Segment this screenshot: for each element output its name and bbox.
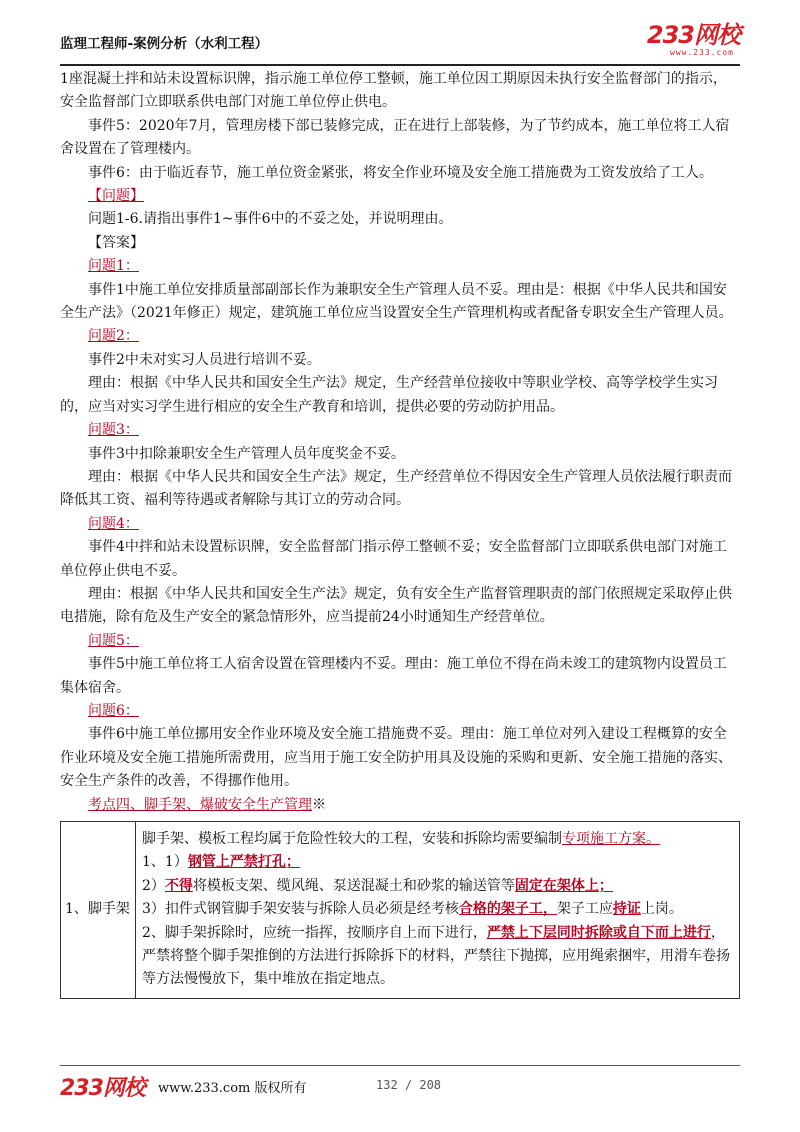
page-footer: [60, 1071, 740, 1101]
section-title: 考点四、脚手架、爆破安全生产管理※: [88, 796, 326, 813]
section-mark: ※: [312, 796, 326, 813]
answer-paragraph: 事件1中施工单位安排质量部副部长作为兼职安全生产管理人员不妥。理由是：根据《中华人民共和国安全生产法》（2021年修正）规定，建筑施工单位应当设置安全生产管理机构或者配备专职安全生产管理人员。: [60, 281, 733, 322]
copyright-text: www.233.com 版权所有: [158, 1081, 307, 1096]
document-body: [60, 68, 740, 817]
paragraph: 事件5：2020年7月，管理房楼下部已装修完成，正在进行上部装修，为了节约成本，施工单位将工人宿舍设置在了管理楼内。: [60, 117, 730, 158]
brand-logo-url: www.233.com: [670, 48, 734, 57]
answer-paragraph: 理由：根据《中华人民共和国安全生产法》规定，生产经营单位不得因安全生产管理人员依法履行职责而降低其工资、福利等待遇或者解除与其订立的劳动合同。: [60, 468, 732, 509]
answer-label: 问题6：: [88, 702, 139, 719]
table-row: [61, 822, 740, 999]
table-row-label: 1、脚手架: [61, 822, 136, 999]
page-number: 132 / 208: [376, 1078, 442, 1092]
answer-paragraph: 理由：根据《中华人民共和国安全生产法》规定，负有安全生产监督管理职责的部门依照规定采取停止供电措施，除有危及生产安全的紧急情形外，应当提前24小时通知生产经营单位。: [60, 585, 732, 626]
question-text: 问题1-6.请指出事件1~事件6中的不妥之处，并说明理由。: [88, 211, 453, 228]
page-header: [60, 22, 740, 62]
answer-label: 问题4：: [88, 515, 139, 532]
answer-paragraph: 事件3中扣除兼职安全生产管理人员年度奖金不妥。: [88, 445, 405, 462]
answer-label: 问题5：: [88, 632, 139, 649]
answer-label: 问题2：: [88, 328, 139, 345]
answer-paragraph: 事件4中拌和站未设置标识牌，安全监督部门指示停工整顿不妥；安全监督部门立即联系供电部门对施工单位停止供电不妥。: [60, 539, 727, 579]
table-cell-content: [136, 822, 740, 999]
table-line: 2）不得将模板支架、缆风绳、泵送混凝土和砂浆的输送管等固定在架体上；: [142, 877, 613, 894]
answer-paragraph: 事件2中未对实习人员进行培训不妥。: [88, 351, 321, 368]
table-line: 3）扣件式钢管脚手架安装与拆除人员必须是经考核合格的架子工，架子工应持证上岗。: [142, 901, 683, 918]
answer-label: 问题3：: [88, 422, 139, 439]
paragraph: 1座混凝土拌和站未设置标识牌，指示施工单位停工整顿，施工单位因工期原因未执行安全监督部门的指示，安全监督部门立即联系供电部门对施工单位停止供电。: [60, 71, 727, 111]
document-title: 监理工程师-案例分析（水利工程）: [60, 36, 269, 52]
answer-paragraph: 事件6中施工单位挪用安全作业环境及安全施工措施费不妥。理由：施工单位对列入建设工程概算的安全作业环境及安全施工措施所需费用，应当用于施工安全防护用具及设施的采购和更新、安全施工措施的落实、安全生产条件的改善，不得挪作他用。: [60, 726, 732, 790]
paragraph: 事件6：由于临近春节，施工单位资金紧张，将安全作业环境及安全施工措施费为工资发放给了工人。: [88, 164, 713, 181]
footer-divider: [60, 1065, 740, 1066]
answer-heading: 【答案】: [88, 234, 144, 251]
knowledge-table: [60, 821, 740, 999]
footer-logo[interactable]: 233网校: [60, 1076, 145, 1101]
brand-logo[interactable]: [647, 22, 740, 58]
header-divider: [60, 64, 740, 66]
table-line: 脚手架、模板工程均属于危险性较大的工程，安装和拆除均需要编制专项施工方案。: [142, 831, 660, 847]
table-line: 2、脚手架拆除时，应统一指挥，按顺序自上而下进行，严禁上下层同时拆除或自下而上进行，严禁将整个脚手架推倒的方法进行拆除拆下的材料，严禁往下抛掷，应用绳索捆牢，用滑车卷扬等方法慢慢放下，集中堆放在指定地点。: [142, 924, 730, 988]
question-heading: 【问题】: [88, 188, 144, 205]
answer-paragraph: 理由：根据《中华人民共和国安全生产法》规定，生产经营单位接收中等职业学校、高等学校学生实习的，应当对实习学生进行相应的安全生产教育和培训，提供必要的劳动防护用品。: [60, 375, 718, 415]
answer-label: 问题1：: [88, 258, 139, 275]
answer-paragraph: 事件5中施工单位将工人宿舍设置在管理楼内不妥。理由：施工单位不得在尚未竣工的建筑物内设置员工集体宿舍。: [60, 656, 727, 696]
brand-logo-text: 233网校: [646, 21, 740, 49]
table-line: 1、1）钢管上严禁打孔；: [142, 854, 300, 871]
